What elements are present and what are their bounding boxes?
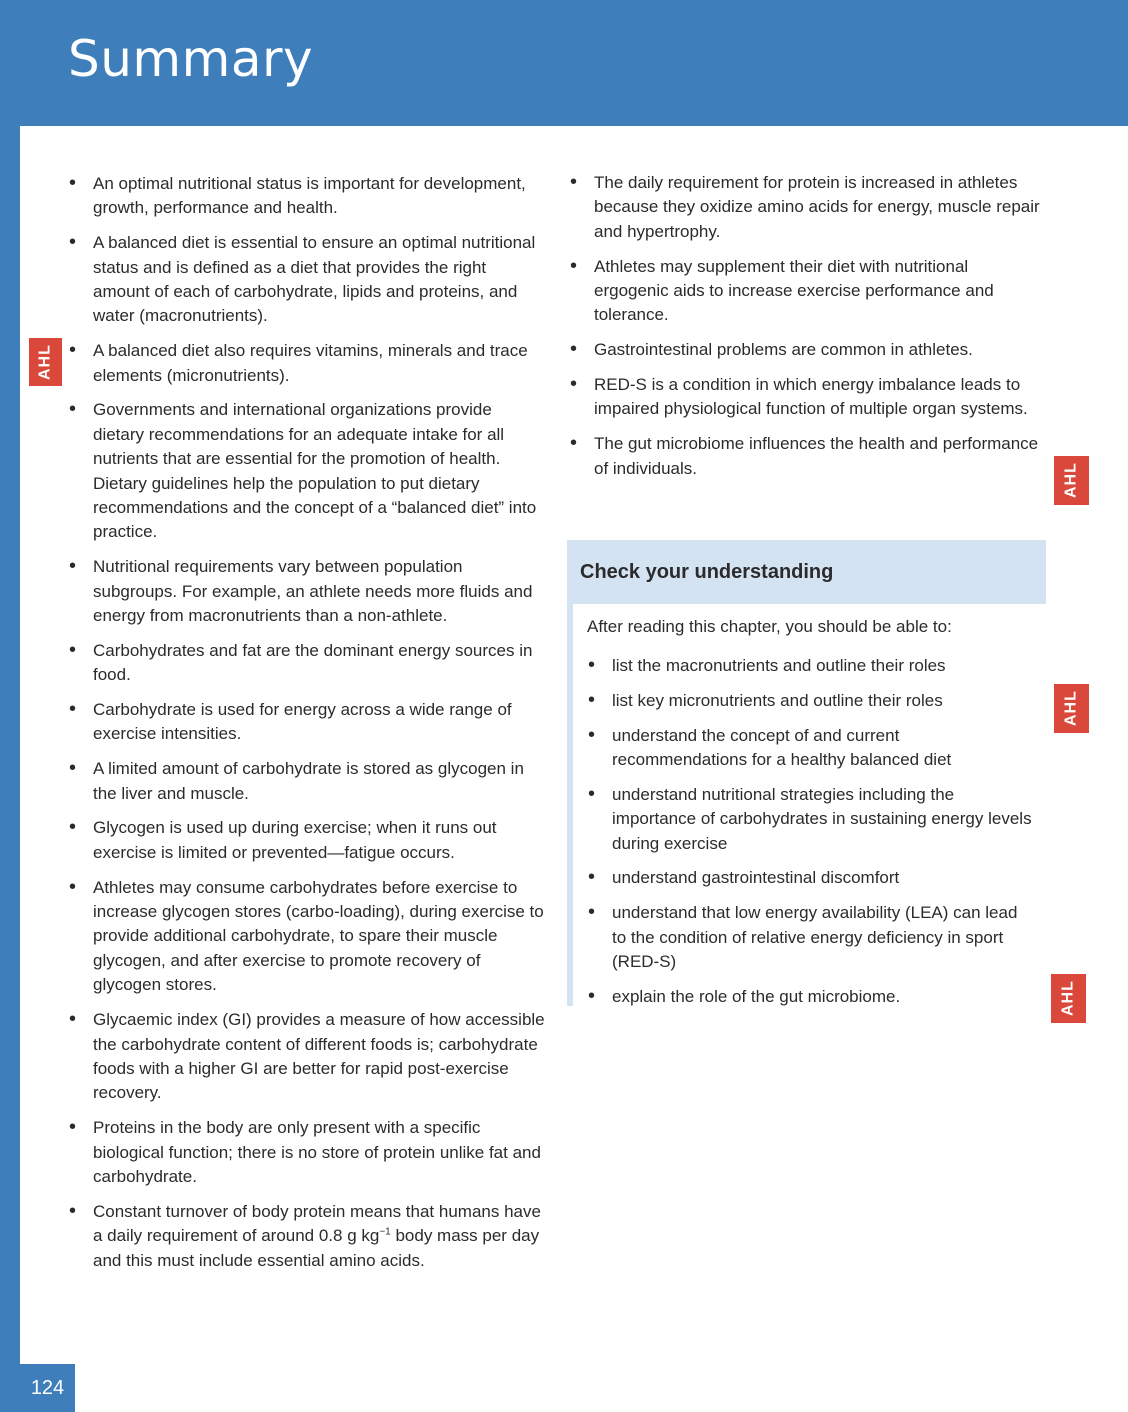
check-understanding-header bbox=[567, 540, 1046, 604]
summary-bullet: • A balanced diet also requires vitamins, minerals and trace elements (micronutrients). bbox=[68, 339, 546, 388]
right-column bbox=[569, 171, 1047, 491]
page-title: Summary bbox=[68, 30, 314, 88]
check-box-side-bar bbox=[567, 604, 573, 1006]
summary-bullet: • Athletes may supplement their diet with nutritional ergogenic aids to increase exercise performance and tolerance. bbox=[569, 255, 1047, 328]
bullet-text-before: Constant turnover of body protein means that humans have a daily requirement of around 0.8 g kg bbox=[93, 1201, 541, 1246]
summary-bullet: • RED-S is a condition in which energy imbalance leads to impaired physiological function of multiple organ systems. bbox=[569, 373, 1047, 422]
check-item: • explain the role of the gut microbiome. bbox=[587, 985, 1032, 1009]
ahl-tab: AHL bbox=[1051, 974, 1086, 1023]
summary-bullet: • Carbohydrates and fat are the dominant energy sources in food. bbox=[68, 639, 546, 688]
check-item: • understand the concept of and current recommendations for a healthy balanced diet bbox=[587, 724, 1032, 773]
check-item: • list the macronutrients and outline their roles bbox=[587, 654, 1032, 678]
summary-bullet: • The gut microbiome influences the health and performance of individuals. bbox=[569, 432, 1047, 481]
summary-bullet: • Carbohydrate is used for energy across a wide range of exercise intensities. bbox=[68, 698, 546, 747]
summary-bullet: • Glycaemic index (GI) provides a measure of how accessible the carbohydrate content of different foods is; carbohydrate foods with a higher GI are better for rapid post-exercise recovery. bbox=[68, 1008, 546, 1106]
summary-bullet-protein-turnover bbox=[68, 1200, 546, 1273]
summary-list-left bbox=[68, 172, 546, 1273]
summary-bullet: • Proteins in the body are only present with a specific biological function; there is no store of protein unlike fat and carbohydrate. bbox=[68, 1116, 546, 1189]
check-item: • understand that low energy availability (LEA) can lead to the condition of relative energy deficiency in sport (RED-S) bbox=[587, 901, 1032, 974]
check-understanding-box bbox=[567, 540, 1046, 1006]
summary-bullet: • Gastrointestinal problems are common in athletes. bbox=[569, 338, 1047, 362]
check-understanding-title: Check your understanding bbox=[580, 561, 834, 583]
ahl-tab: AHL bbox=[1054, 684, 1089, 733]
summary-bullet: • The daily requirement for protein is increased in athletes because they oxidize amino acids for energy, muscle repair and hypertrophy. bbox=[569, 171, 1047, 244]
summary-bullet: • Nutritional requirements vary between population subgroups. For example, an athlete needs more fluids and energy from macronutrients than a non-athlete. bbox=[68, 555, 546, 628]
check-item: • list key micronutrients and outline their roles bbox=[587, 689, 1032, 713]
summary-bullet: • An optimal nutritional status is important for development, growth, performance and health. bbox=[68, 172, 546, 221]
left-margin-strip bbox=[0, 126, 20, 1412]
superscript: −1 bbox=[379, 1226, 391, 1238]
page-number: 124 bbox=[20, 1364, 75, 1412]
check-list bbox=[587, 654, 1032, 1020]
summary-bullet: • A balanced diet is essential to ensure an optimal nutritional status and is defined as a diet that provides the right amount of each of carbohydrate, lipids and proteins, and water (macronutrients). bbox=[68, 231, 546, 329]
ahl-tab: AHL bbox=[29, 338, 62, 386]
check-item: • understand nutritional strategies including the importance of carbohydrates in sustaining energy levels during exercise bbox=[587, 783, 1032, 856]
summary-bullet: • Governments and international organizations provide dietary recommendations for an adequate intake for all nutrients that are essential for the promotion of health. Dietary guidelines help the population to put dietary recommendations and the concept of a “balanced diet” into practice. bbox=[68, 398, 546, 544]
check-intro: After reading this chapter, you should be able to: bbox=[587, 617, 952, 636]
left-column bbox=[68, 172, 546, 1283]
summary-list-right bbox=[569, 171, 1047, 481]
bullet-text-after: body mass per day and this must include essential amino acids. bbox=[93, 1226, 540, 1270]
summary-bullet: • Athletes may consume carbohydrates before exercise to increase glycogen stores (carbo-loading), during exercise to provide additional carbohydrate, to spare their muscle glycogen, and after exercise to promote recovery of glycogen stores. bbox=[68, 876, 546, 998]
summary-bullet: • Glycogen is used up during exercise; when it runs out exercise is limited or prevented—fatigue occurs. bbox=[68, 816, 546, 865]
ahl-tab: AHL bbox=[1054, 456, 1089, 505]
summary-bullet: • A limited amount of carbohydrate is stored as glycogen in the liver and muscle. bbox=[68, 757, 546, 806]
check-item: • understand gastrointestinal discomfort bbox=[587, 866, 1032, 890]
